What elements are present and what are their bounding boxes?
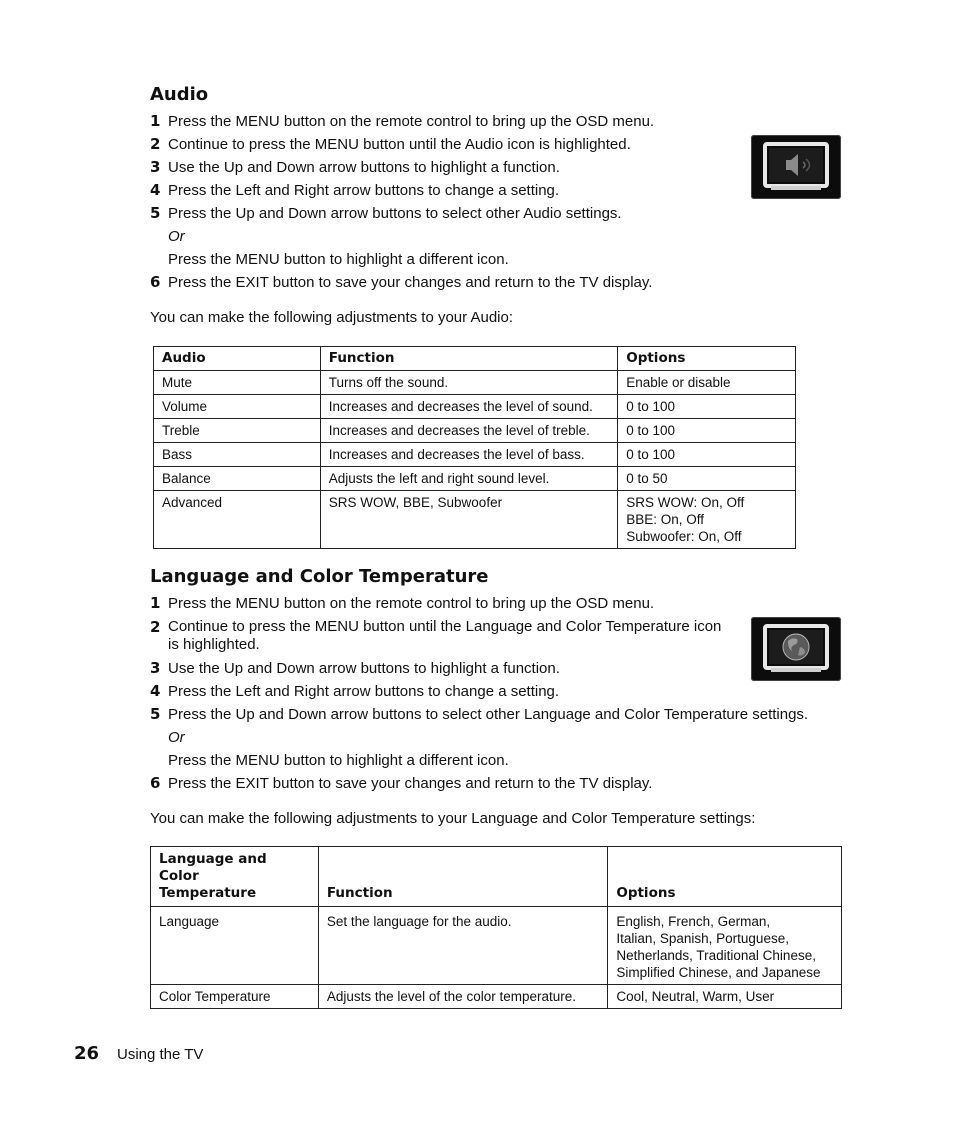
table-row bbox=[154, 395, 796, 419]
step-text: Continue to press the MENU button until the Audio icon is highlighted. bbox=[168, 136, 631, 153]
step-text: Press the EXIT button to save your changes and return to the TV display. bbox=[168, 775, 653, 792]
list-item bbox=[150, 772, 830, 795]
step-text: Press the Up and Down arrow buttons to select other Audio settings. bbox=[168, 205, 622, 222]
audio-table bbox=[153, 346, 796, 549]
step-number: 1 bbox=[150, 594, 161, 612]
table-cell: Balance bbox=[154, 467, 321, 491]
audio-heading: Audio bbox=[150, 84, 209, 105]
table-cell: Mute bbox=[154, 371, 321, 395]
table-cell: Enable or disable bbox=[618, 371, 796, 395]
list-item bbox=[150, 592, 830, 615]
column-header: Options bbox=[618, 347, 796, 371]
table-header-row bbox=[151, 847, 842, 907]
table-row bbox=[154, 371, 796, 395]
step-number: 4 bbox=[150, 181, 161, 199]
step-number: 6 bbox=[150, 774, 161, 792]
step-text: Press the Up and Down arrow buttons to select other Language and Color Temperature settings. bbox=[168, 706, 809, 723]
column-header: Audio bbox=[154, 347, 321, 371]
step-text: Press the Left and Right arrow buttons to change a setting. bbox=[168, 683, 560, 700]
step-number: 2 bbox=[150, 618, 161, 636]
table-cell: Language bbox=[151, 907, 319, 985]
option-line: SRS WOW: On, Off bbox=[626, 495, 745, 510]
step-number: 5 bbox=[150, 204, 161, 222]
table-cell: Bass bbox=[154, 443, 321, 467]
table-cell: Adjusts the level of the color temperature. bbox=[318, 985, 607, 1009]
step-text: Continue to press the MENU button until the Language and Color Temperature icon bbox=[168, 618, 722, 635]
step-text: Press the MENU button on the remote control to bring up the OSD menu. bbox=[168, 113, 655, 130]
list-item bbox=[150, 179, 750, 202]
globe-tv-icon bbox=[751, 617, 841, 681]
table-cell: Cool, Neutral, Warm, User bbox=[608, 985, 842, 1009]
audio-intro: You can make the following adjustments to your Audio: bbox=[150, 309, 514, 326]
step-text-continued: is highlighted. bbox=[168, 636, 260, 653]
column-header-line: Temperature bbox=[159, 885, 257, 901]
list-item bbox=[150, 657, 830, 680]
table-cell: Volume bbox=[154, 395, 321, 419]
table-cell: Treble bbox=[154, 419, 321, 443]
table-header-row bbox=[154, 347, 796, 371]
page-number: 26 bbox=[74, 1043, 100, 1064]
step-number: 3 bbox=[150, 158, 161, 176]
list-item bbox=[150, 271, 750, 294]
table-cell: SRS WOW, BBE, Subwoofer bbox=[320, 491, 617, 549]
list-item bbox=[150, 202, 750, 271]
table-cell: Increases and decreases the level of sound. bbox=[320, 395, 617, 419]
list-item bbox=[150, 110, 750, 133]
table-row bbox=[154, 491, 796, 549]
option-line: Subwoofer: On, Off bbox=[626, 529, 742, 544]
list-item bbox=[150, 680, 830, 703]
table-row bbox=[154, 419, 796, 443]
table-cell: 0 to 50 bbox=[618, 467, 796, 491]
step-alt-text: Press the MENU button to highlight a different icon. bbox=[168, 752, 509, 769]
step-number: 1 bbox=[150, 112, 161, 130]
option-line: Netherlands, Traditional Chinese, bbox=[616, 948, 816, 963]
table-row bbox=[154, 443, 796, 467]
step-number: 6 bbox=[150, 273, 161, 291]
table-cell: Increases and decreases the level of treble. bbox=[320, 419, 617, 443]
list-item bbox=[150, 133, 750, 156]
table-cell: Adjusts the left and right sound level. bbox=[320, 467, 617, 491]
table-cell: 0 to 100 bbox=[618, 395, 796, 419]
step-number: 5 bbox=[150, 705, 161, 723]
table-cell: Color Temperature bbox=[151, 985, 319, 1009]
language-heading: Language and Color Temperature bbox=[150, 566, 489, 587]
table-cell: 0 to 100 bbox=[618, 419, 796, 443]
speaker-tv-icon bbox=[751, 135, 841, 199]
list-item bbox=[150, 156, 750, 179]
table-row bbox=[151, 907, 842, 985]
language-intro: You can make the following adjustments to your Language and Color Temperature settings: bbox=[150, 810, 756, 827]
step-or: Or bbox=[168, 729, 185, 746]
footer-section-title: Using the TV bbox=[117, 1046, 204, 1063]
table-cell: Turns off the sound. bbox=[320, 371, 617, 395]
column-header: Function bbox=[318, 847, 607, 907]
step-number: 2 bbox=[150, 135, 161, 153]
table-row bbox=[154, 467, 796, 491]
option-line: Italian, Spanish, Portuguese, bbox=[616, 931, 789, 946]
option-line: BBE: On, Off bbox=[626, 512, 705, 527]
step-number: 4 bbox=[150, 682, 161, 700]
step-text: Use the Up and Down arrow buttons to highlight a function. bbox=[168, 159, 560, 176]
list-item bbox=[150, 703, 830, 772]
audio-steps bbox=[150, 110, 750, 294]
step-text: Press the EXIT button to save your changes and return to the TV display. bbox=[168, 274, 653, 291]
table-cell: Advanced bbox=[154, 491, 321, 549]
step-number: 3 bbox=[150, 659, 161, 677]
language-steps bbox=[150, 592, 830, 795]
column-header bbox=[151, 847, 319, 907]
table-cell bbox=[618, 491, 796, 549]
table-cell bbox=[608, 907, 842, 985]
step-alt-text: Press the MENU button to highlight a different icon. bbox=[168, 251, 509, 268]
step-text: Press the Left and Right arrow buttons to change a setting. bbox=[168, 182, 560, 199]
column-header: Function bbox=[320, 347, 617, 371]
table-row bbox=[151, 985, 842, 1009]
option-line: Simplified Chinese, and Japanese bbox=[616, 965, 821, 980]
step-text: Use the Up and Down arrow buttons to highlight a function. bbox=[168, 660, 560, 677]
table-cell: Increases and decreases the level of bass. bbox=[320, 443, 617, 467]
table-cell: Set the language for the audio. bbox=[318, 907, 607, 985]
list-item bbox=[150, 618, 830, 654]
step-or: Or bbox=[168, 228, 185, 245]
column-header-line: Language and Color bbox=[159, 851, 267, 884]
column-header: Options bbox=[608, 847, 842, 907]
language-table bbox=[150, 846, 842, 1009]
step-text: Press the MENU button on the remote control to bring up the OSD menu. bbox=[168, 595, 655, 612]
table-cell: 0 to 100 bbox=[618, 443, 796, 467]
option-line: English, French, German, bbox=[616, 914, 771, 929]
